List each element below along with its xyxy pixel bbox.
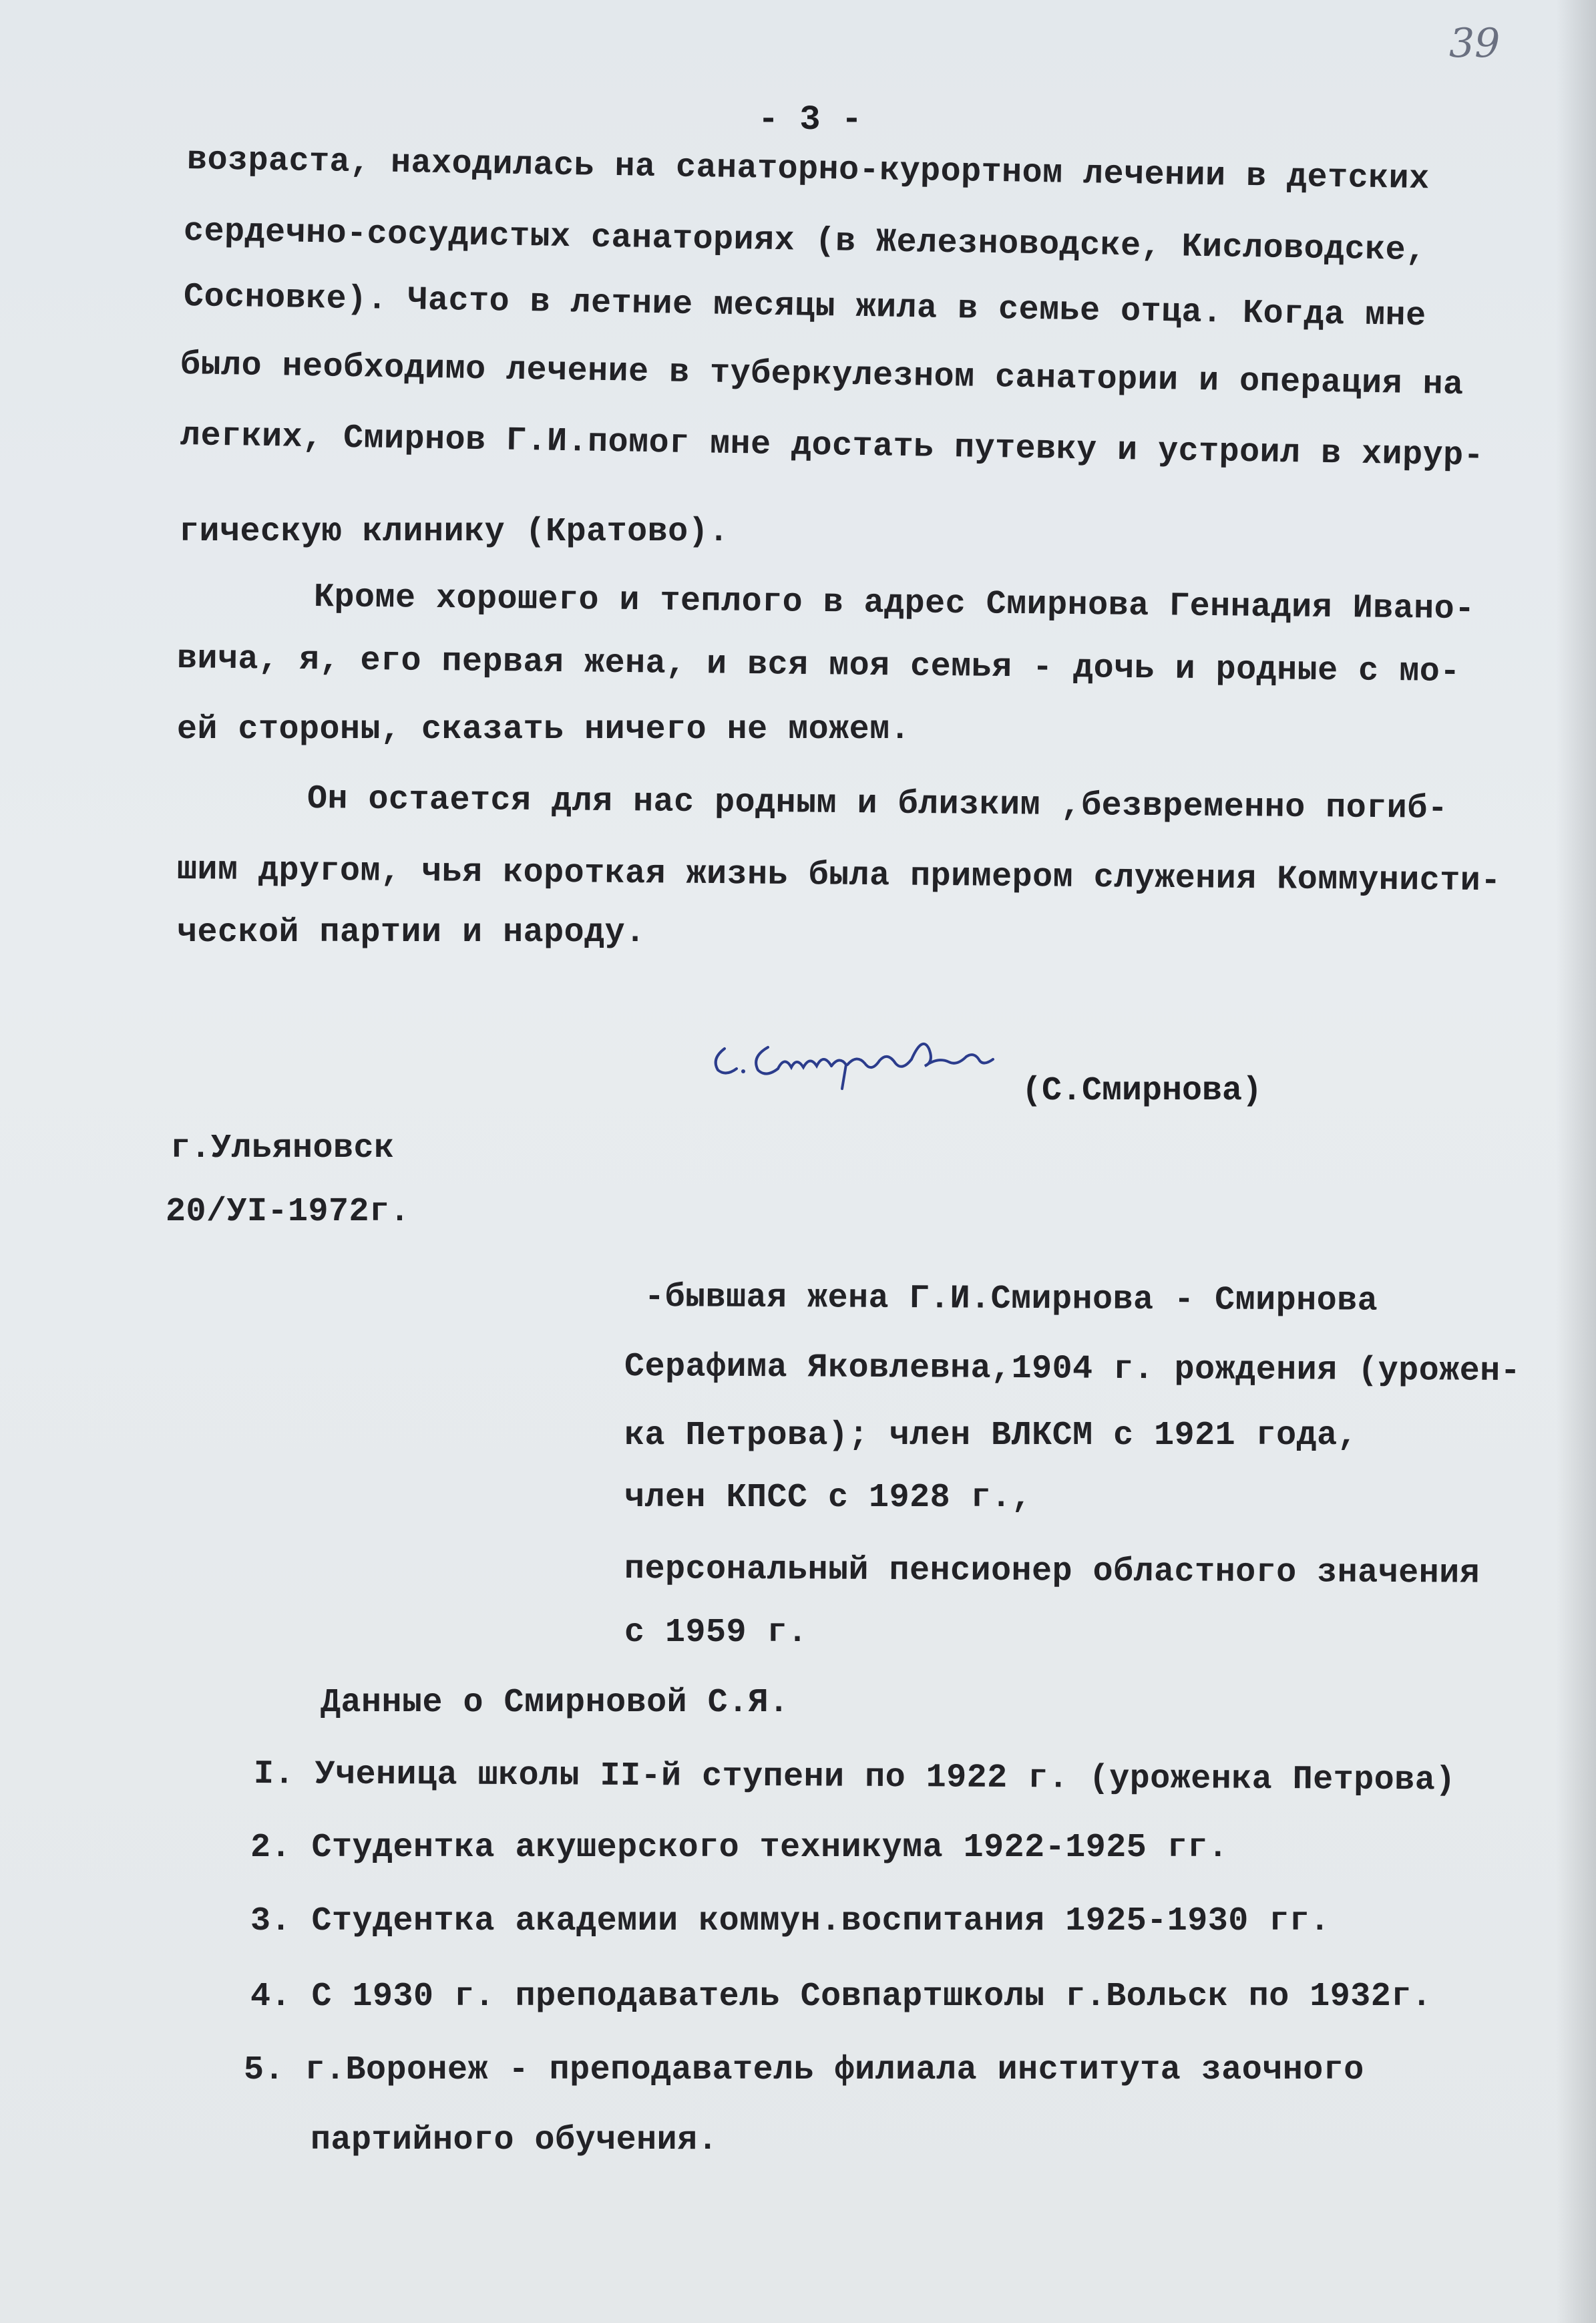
signature-caption: (С.Смирнова) [1022, 1072, 1263, 1110]
list-item: 2. Студентка акушерского техникума 1922-1925 гг. [250, 1829, 1229, 1867]
bio-line: персональный пенсионер областного значения [624, 1550, 1480, 1593]
body-line: легких, Смирнов Г.И.помог мне достать путевку и устроил в хирур- [180, 417, 1484, 476]
page-edge-shadow [1556, 0, 1596, 2323]
handwritten-signature [705, 1022, 998, 1095]
list-item: 5. г.Воронеж - преподаватель филиала института заочного [244, 2051, 1364, 2089]
body-line: сердечно-сосудистых санаториях (в Железноводске, Кисловодске, [183, 212, 1427, 271]
body-line: гическую клинику (Кратово). [179, 513, 729, 551]
data-heading: Данные о Смирновой С.Я. [321, 1684, 789, 1722]
bio-line: ка Петрова); член ВЛКСМ с 1921 года, [624, 1417, 1358, 1455]
bio-line: -бывшая жена Г.И.Смирнова - Смирнова [644, 1278, 1378, 1320]
list-item: 3. Студентка академии коммун.воспитания 1925-1930 гг. [250, 1902, 1330, 1940]
body-line: ческой партии и народу. [177, 914, 646, 952]
bio-line: Серафима Яковлевна,1904 г. рождения (урожен- [624, 1348, 1521, 1391]
archive-page-number: 39 [1449, 20, 1501, 67]
bio-line: член КПСС с 1928 г., [624, 1479, 1032, 1517]
body-line: ей стороны, сказать ничего не можем. [177, 711, 911, 749]
bio-line: с 1959 г. [624, 1614, 808, 1652]
page-number: - 3 - [758, 100, 863, 140]
body-line: шим другом, чья короткая жизнь была примером служения Коммунисти- [176, 851, 1502, 901]
body-line: Он остается для нас родным и близким ,безвременно погиб- [307, 780, 1448, 828]
place: г.Ульяновск [170, 1129, 395, 1168]
body-line: вича, я, его первая жена, и вся моя семья - дочь и родные с мо- [176, 640, 1461, 692]
date: 20/УI-1972г. [166, 1193, 411, 1231]
list-item: партийного обучения. [311, 2121, 719, 2159]
body-line: Сосновке). Часто в летние месяцы жила в семье отца. Когда мне [183, 278, 1427, 336]
list-item: I. Ученица школы II-й ступени по 1922 г. (уроженка Петрова) [253, 1755, 1456, 1800]
body-line: возраста, находилась на санаторно-курортном лечении в детских [186, 141, 1430, 199]
body-line: Кроме хорошего и теплого в адрес Смирнова Геннадия Ивано- [313, 578, 1475, 629]
body-line: было необходимо лечение в туберкулезном санатории и операция на [180, 346, 1464, 405]
list-item: 4. С 1930 г. преподаватель Совпартшколы г.Вольск по 1932г. [250, 1978, 1432, 2016]
